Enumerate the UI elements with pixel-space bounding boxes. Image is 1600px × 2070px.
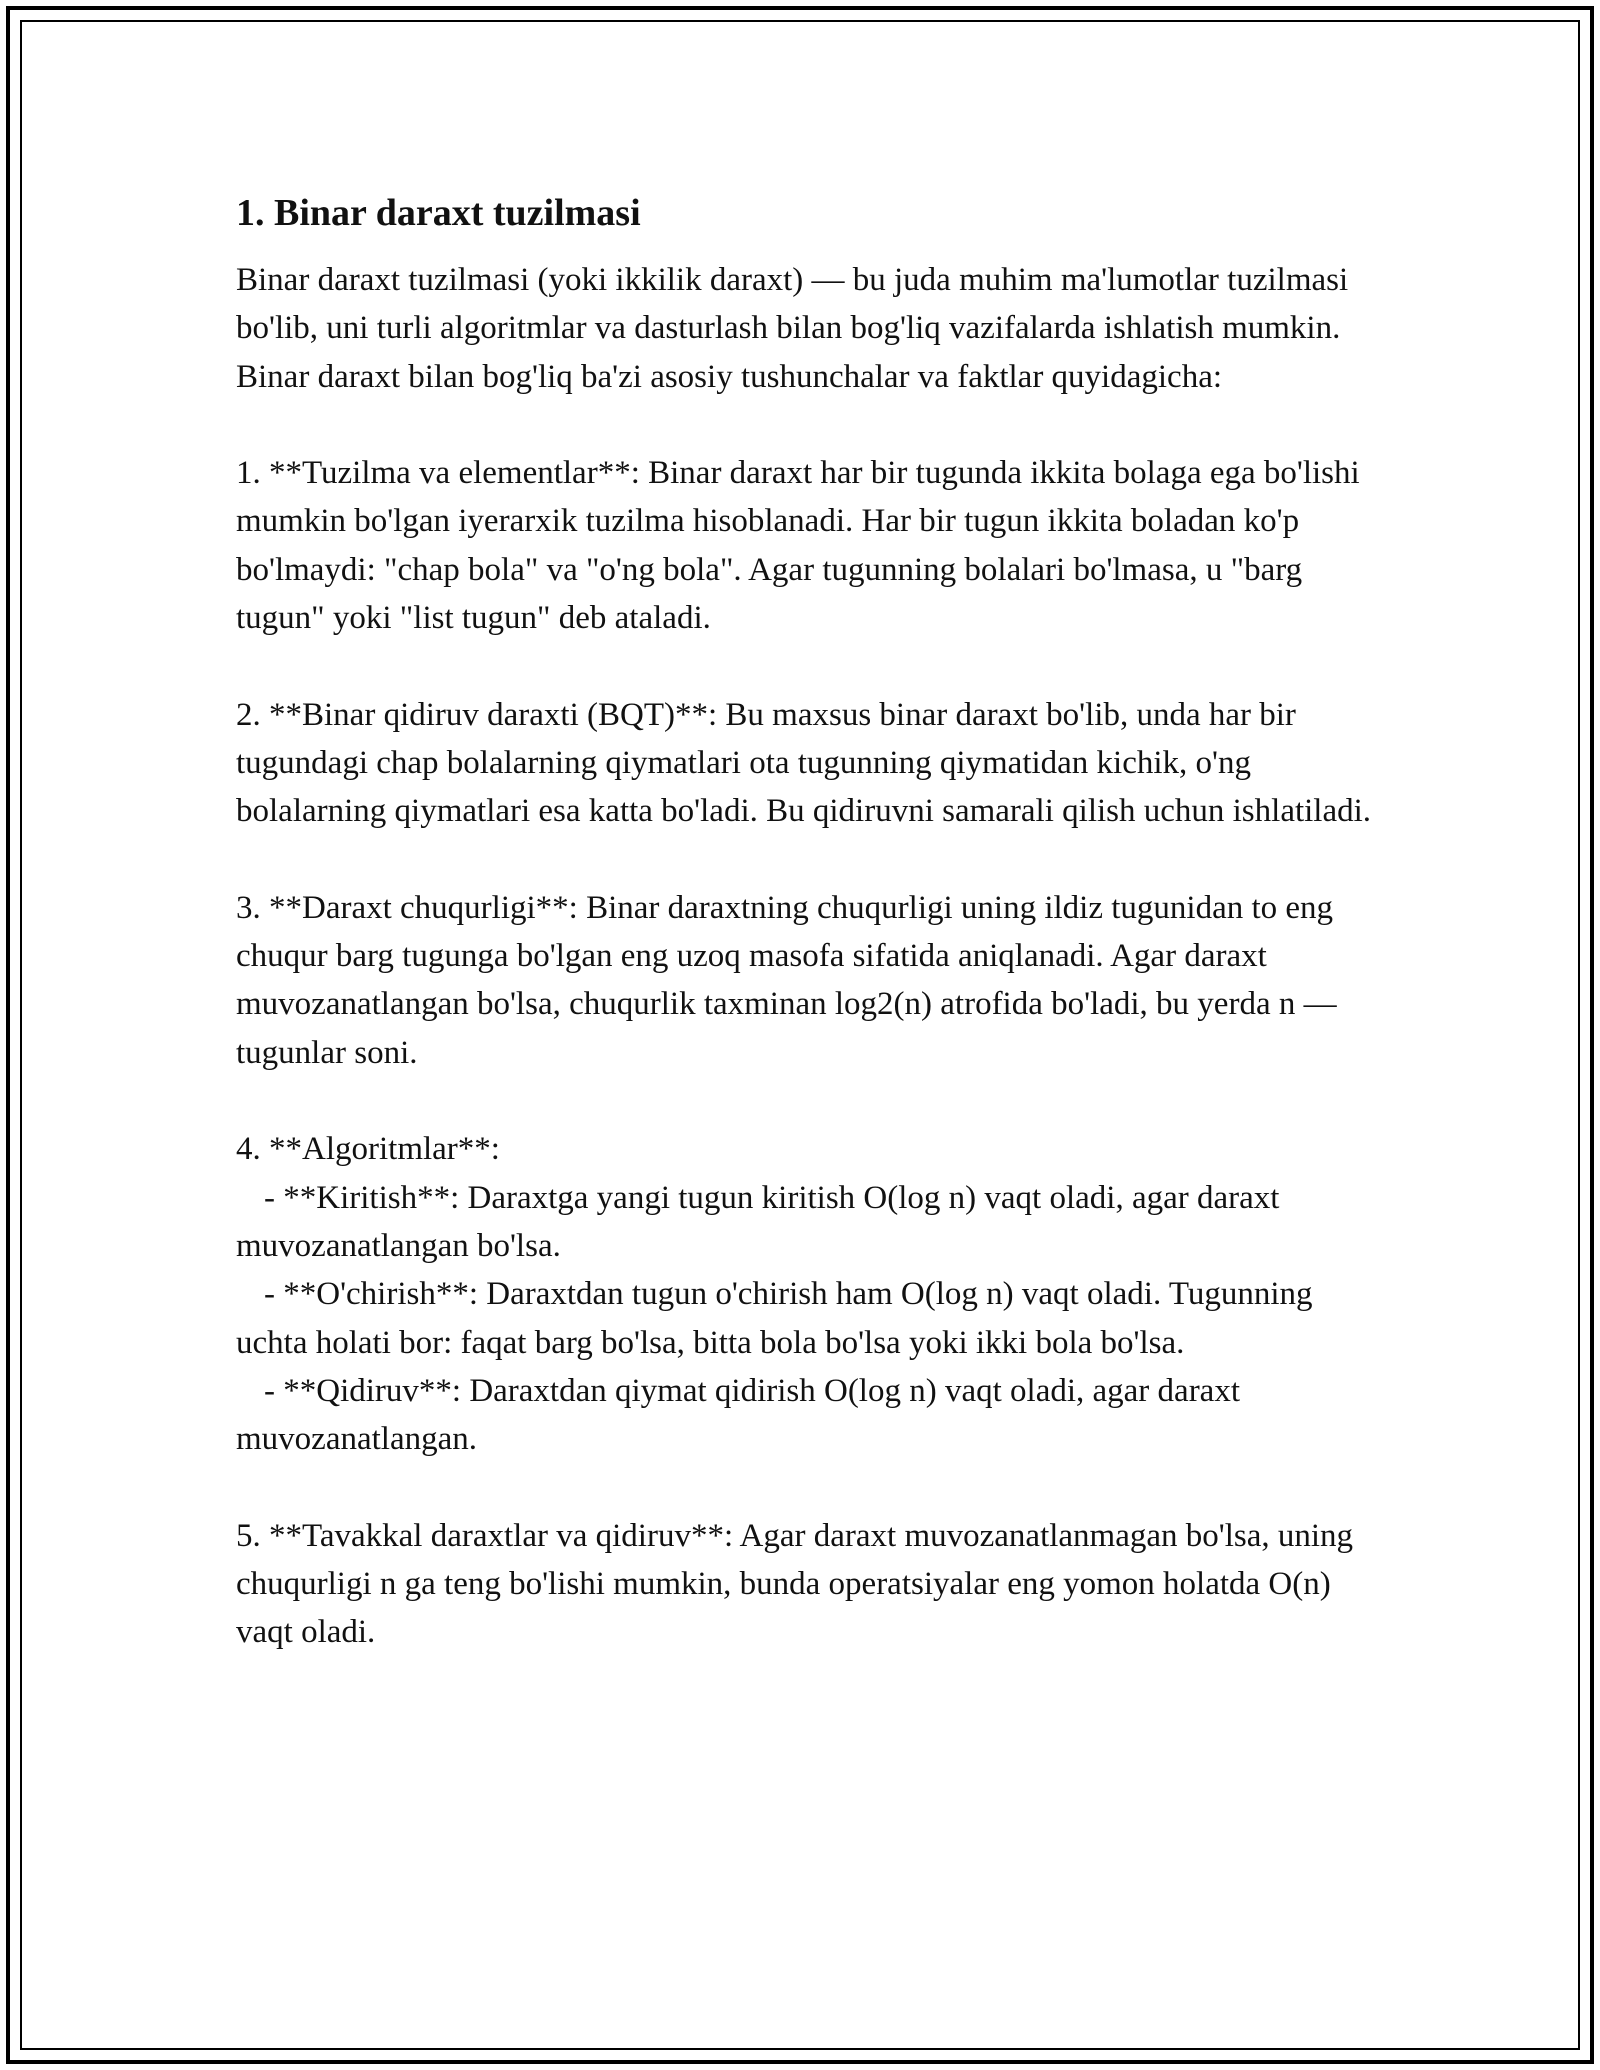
subitem-text: - **O'chirish**: Daraxtdan tugun o'chirish ham O(log n) vaqt oladi. Tugunning uchta holati bor: faqat barg bo'lsa, bitta bola bo'lsa yoki ikki bola bo'lsa. [236, 1276, 1321, 1361]
document-title: 1. Binar daraxt tuzilmasi [236, 192, 641, 234]
item-4-heading: 4. **Algoritmlar**: [236, 1131, 500, 1168]
intro-paragraph: Binar daraxt tuzilmasi (yoki ikkilik daraxt) — bu juda muhim ma'lumotlar tuzilmasi bo'lib, uni turli algoritmlar va dasturlash bilan bog'liq vazifalarda ishlatish mumkin. Binar daraxt bilan bog'liq ba'zi asosiy tushunchalar va faktlar quyidagicha: [236, 262, 1357, 395]
item-4-subitem-insert [236, 1174, 1376, 1271]
paragraph-gap [236, 1463, 1376, 1511]
item-4-subitem-search [236, 1367, 1376, 1464]
document-body [236, 186, 1376, 1657]
item-1-paragraph: 1. **Tuzilma va elementlar**: Binar daraxt har bir tugunda ikkita bolaga ega bo'lishi mumkin bo'lgan iyerarxik tuzilma hisoblanadi. Har bir tugun ikkita boladan ko'p bo'lmaydi: "chap bola" va "o'ng bola". Agar tugunning bolalari bo'lmasa, u "barg tugun" yoki "list tugun" deb ataladi. [236, 455, 1368, 637]
item-5-paragraph: 5. **Tavakkal daraxtlar va qidiruv**: Agar daraxt muvozanatlanmagan bo'lsa, uning chuqurligi n ga teng bo'lishi mumkin, bunda operatsiyalar eng yomon holatda O(n) vaqt oladi. [236, 1517, 1362, 1651]
item-4-subitem-delete [236, 1270, 1376, 1367]
paragraph-gap [236, 642, 1376, 690]
paragraph-gap [236, 401, 1376, 449]
item-2-paragraph: 2. **Binar qidiruv daraxti (BQT)**: Bu maxsus binar daraxt bo'lib, unda har bir tugundagi chap bolalarning qiymatlari ota tugunning qiymatidan kichik, o'ng bolalarning qiymatlari esa katta bo'ladi. Bu qidiruvni samarali qilish uchun ishlatiladi. [236, 696, 1372, 830]
paragraph-gap [236, 1077, 1376, 1125]
paragraph-gap [236, 836, 1376, 884]
subitem-text: - **Kiritish**: Daraxtga yangi tugun kiritish O(log n) vaqt oladi, agar daraxt muvozanatlangan bo'lsa. [236, 1179, 1288, 1264]
subitem-text: - **Qidiruv**: Daraxtdan qiymat qidirish O(log n) vaqt oladi, agar daraxt muvozanatlangan. [236, 1372, 1249, 1458]
item-3-paragraph: 3. **Daraxt chuqurligi**: Binar daraxtning chuqurligi uning ildiz tugunidan to eng chuqur barg tugunga bo'lgan eng uzoq masofa sifatida aniqlanadi. Agar daraxt muvozanatlangan bo'lsa, chuqurlik taxminan log2(n) atrofida bo'ladi, bu yerda n — tugunlar soni. [236, 889, 1345, 1071]
